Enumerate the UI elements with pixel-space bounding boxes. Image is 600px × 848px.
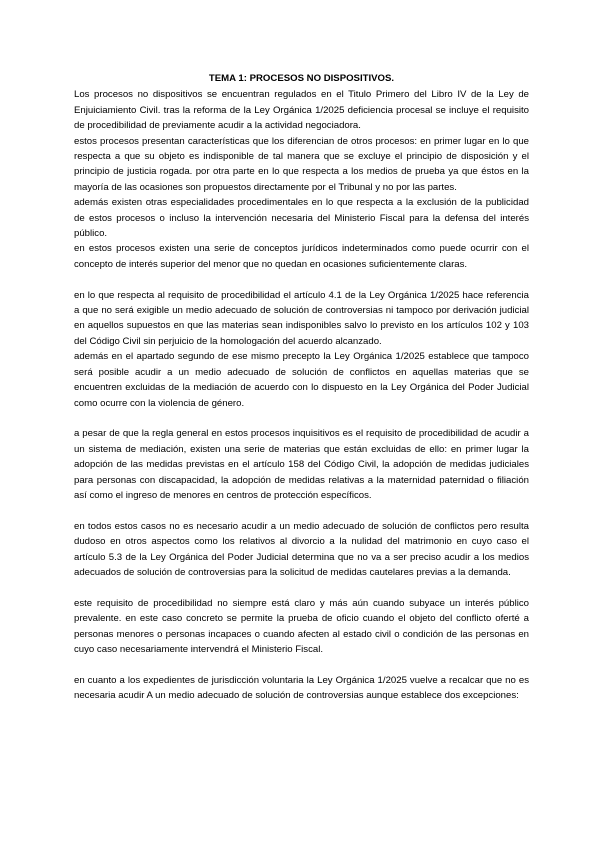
document-title: TEMA 1: PROCESOS NO DISPOSITIVOS. <box>208 73 395 84</box>
paragraph-characteristics: estos procesos presentan características que los diferencian de otros procesos: en primer lugar en lo que respecta a que su objeto es indisponible de tal manera que se excluye el principio de disposición y el principio de justicia rogada. por otra parte en lo que respecta a los medios de prueba ya que éstos en la mayoría de las ocasiones son propuestos directamente por el Tribunal y no por las partes. <box>74 135 529 193</box>
paragraph-article-4-2: además en el apartado segundo de ese mismo precepto la Ley Orgánica 1/2025 establece que tampoco será posible acudir a un medio adecuado de solución de conflictos en aquellas materias que se encuentren excluidas de la mediación de acuerdo con lo dispuesto en la Ley Orgánica del Poder Judicial como ocurre con la violencia de género. <box>74 351 529 409</box>
paragraph-voluntary-jurisdiction: en cuanto a los expedientes de jurisdicción voluntaria la Ley Orgánica 1/2025 vuelve a recalcar que no es necesaria acudir A un medio adecuado de solución de controversias aunque establece dos excepciones: <box>74 674 529 702</box>
paragraph-indeterminate-concepts: en estos procesos existen una serie de conceptos jurídicos indeterminados como puede ocurrir con el concepto de interés superior del menor que no quedan en ocasiones suficientemente claras. <box>74 243 529 270</box>
paragraph-public-interest: este requisito de procedibilidad no siempre está claro y más aún cuando subyace un interés público prevalente. en este caso concreto se permite la prueba de oficio cuando el objeto del conflicto oferté a personas menores o personas incapaces o cuando afecten al estado civil o condición de las personas en cuyo caso necesariamente intervendrá el Ministerio Fiscal. <box>74 597 529 655</box>
paragraph-intro: Los procesos no dispositivos se encuentran regulados en el Titulo Primero del Libro IV de la Ley de Enjuiciamiento Civil. tras la reforma de la Ley Orgánica 1/2025 deficiencia procesal se incluye el requisito de procedibilidad de previamente acudir a la actividad negociadora. <box>74 89 529 132</box>
paragraph-divorce: en todos estos casos no es necesario acudir a un medio adecuado de solución de conflictos pero resulta dudoso en otros aspectos como los relativos al divorcio a la nulidad del matrimonio en cuyo caso el artículo 5.3 de la Ley Orgánica del Poder Judicial determina que no va a ser preciso acudir a los medios adecuados de solución de controversias para la solicitud de medidas cautelares previas a la demanda. <box>74 520 529 578</box>
paragraph-specialties: además existen otras especialidades procedimentales en lo que respecta a la exclusión de la publicidad de estos procesos o incluso la intervención necesaria del Ministerio Fiscal para la defensa del interés público. <box>74 197 529 240</box>
paragraph-article-4-1: en lo que respecta al requisito de procedibilidad el artículo 4.1 de la Ley Orgánica 1/2025 hace referencia a que no será exigible un medio adecuado de solución de controversias ni tampoco por derivación judicial en aquellos supuestos en que las materias sean indisponibles salvo lo previsto en los artículos 102 y 103 del Código Civil sin perjuicio de la homologación del acuerdo alcanzado. <box>74 289 529 347</box>
paragraph-exclusions: a pesar de que la regla general en estos procesos inquisitivos es el requisito de procedibilidad de acudir a un sistema de mediación, existen una serie de materias que están excluidas de ello: en primer lugar la adopción de las medidas previstas en el artículo 158 del Código Civil, la adopción de medidas judiciales para personas con discapacidad, la adopción de medidas relativas a la maternidad paternidad o filiación así como el ingreso de menores en centros de protección específicos. <box>74 428 529 501</box>
document-body <box>74 71 529 704</box>
